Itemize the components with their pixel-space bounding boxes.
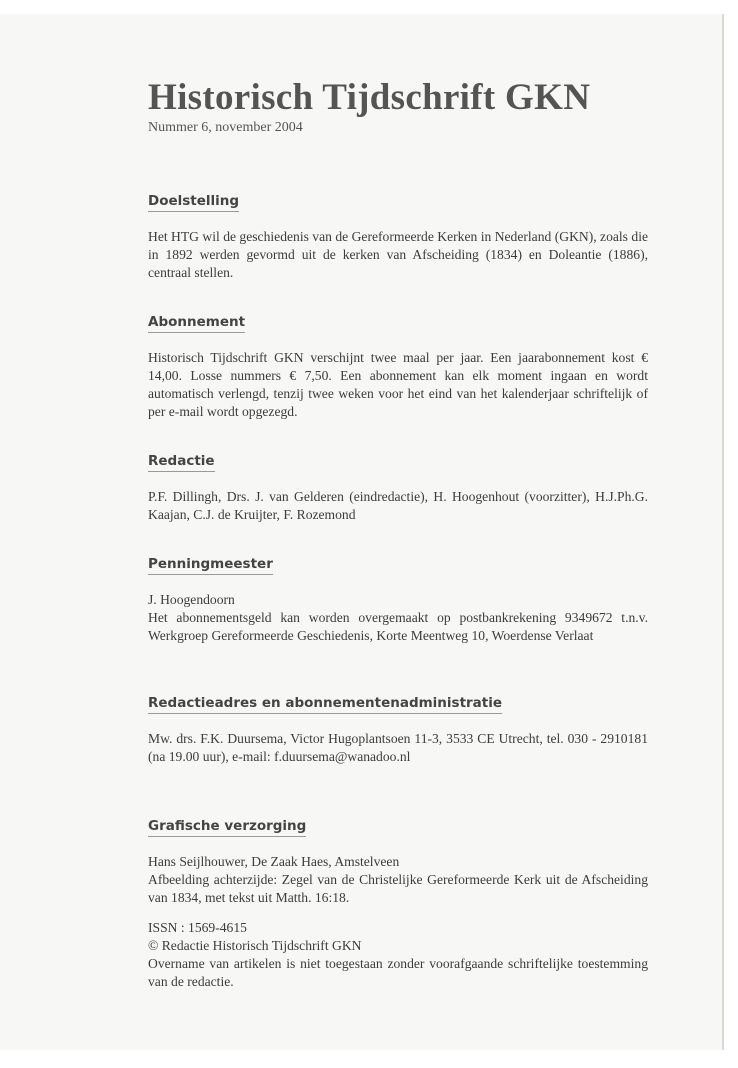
- spacer: [148, 907, 648, 919]
- section-heading: Penningmeester: [148, 556, 273, 575]
- section-text: Mw. drs. F.K. Duursema, Victor Hugoplantsoen 11-3, 3533 CE Utrecht, tel. 030 - 2910181 (na 19.00 uur), e-mail: f.duursema@wanadoo.nl: [148, 731, 648, 764]
- section-heading: Redactie: [148, 453, 215, 472]
- journal-title: Historisch Tijdschrift GKN: [148, 77, 591, 118]
- section-heading: Grafische verzorging: [148, 818, 306, 837]
- section-grafisch: [148, 815, 648, 991]
- issn-line: ISSN : 1569-4615: [148, 920, 247, 935]
- section-redactie: [148, 450, 648, 524]
- section-text: Het abonnementsgeld kan worden overgemaakt op postbankrekening 9349672 t.n.v. Werkgroep Gereformeerde Geschiedenis, Korte Meentweg 10, Woerdense Verlaat: [148, 610, 648, 643]
- section-heading: Abonnement: [148, 314, 245, 333]
- issue-line: Nummer 6, november 2004: [148, 120, 303, 135]
- section-doelstelling: [148, 190, 648, 282]
- designer-line: Hans Seijlhouwer, De Zaak Haes, Amstelveen: [148, 854, 400, 869]
- section-text: Historisch Tijdschrift GKN verschijnt twee maal per jaar. Een jaarabonnement kost € 14,00. Losse nummers € 7,50. Een abonnement kan elk moment ingaan en wordt automatisch verlengd, tenzij twee weken voor het eind van het kalenderjaar schriftelijk of per e-mail wordt opgezegd.: [148, 350, 648, 419]
- section-abonnement: [148, 311, 648, 421]
- cover-image-credit: Afbeelding achterzijde: Zegel van de Christelijke Gereformeerde Kerk uit de Afscheiding van 1834, met tekst uit Matth. 16:18.: [148, 872, 648, 905]
- reprint-notice: Overname van artikelen is niet toegestaan zonder voorafgaande schriftelijke toestemming van de redactie.: [148, 956, 648, 989]
- page-edge: [722, 14, 724, 1050]
- section-heading: Redactieadres en abonnementenadministratie: [148, 695, 502, 714]
- treasurer-name: J. Hoogendoorn: [148, 592, 235, 607]
- section-text: P.F. Dillingh, Drs. J. van Gelderen (eindredactie), H. Hoogenhout (voorzitter), H.J.Ph.G. Kaajan, C.J. de Kruijter, F. Rozemond: [148, 489, 648, 522]
- masthead: [148, 76, 648, 136]
- section-penningmeester: [148, 553, 648, 645]
- copyright-line: © Redactie Historisch Tijdschrift GKN: [148, 938, 362, 953]
- section-heading: Doelstelling: [148, 193, 239, 212]
- section-text: Het HTG wil de geschiedenis van de Gereformeerde Kerken in Nederland (GKN), zoals die in 1892 werden gevormd uit de kerken van Afscheiding (1834) en Doleantie (1886), centraal stellen.: [148, 229, 648, 280]
- section-redactieadres: [148, 692, 648, 766]
